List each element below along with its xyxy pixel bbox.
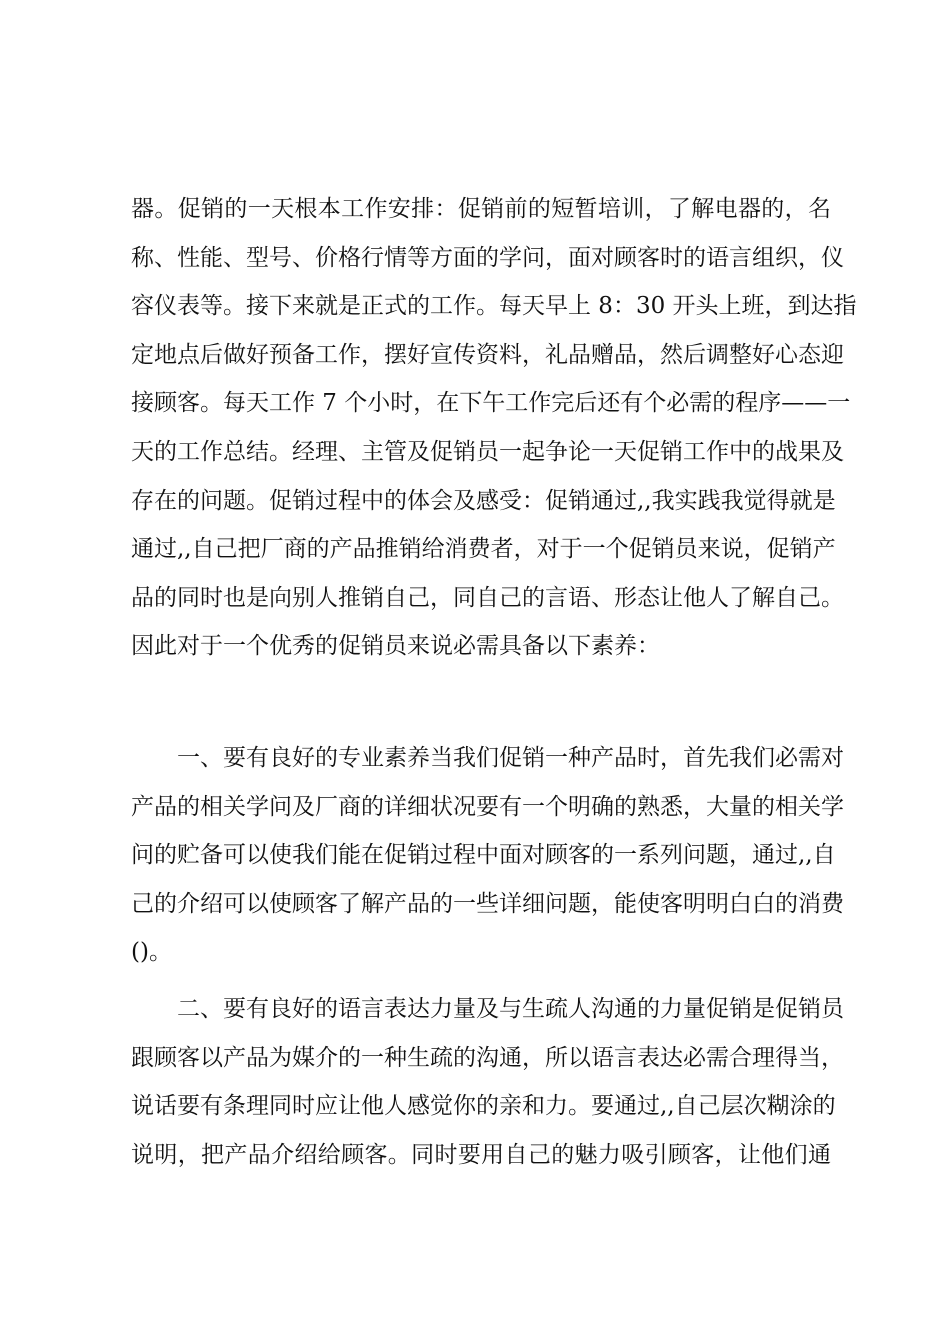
text-line: 存在的问题。促销过程中的体会及感受：促销通过,,我实践我觉得就是 bbox=[131, 487, 836, 514]
text-line: 一、要有良好的专业素养当我们促销一种产品时，首先我们必需对 bbox=[177, 745, 844, 771]
text-line: 问的贮备可以使我们能在促销过程中面对顾客的一系列问题，通过,,自 bbox=[131, 842, 836, 869]
text-line: 容仪表等。接下来就是正式的工作。每天早上 8：30 开头上班，到达指 bbox=[131, 293, 857, 320]
text-line: 说明，把产品介绍给顾客。同时要用自己的魅力吸引顾客，让他们通 bbox=[131, 1141, 831, 1168]
text-line: 接顾客。每天工作 7 个小时，在下午工作完后还有个必需的程序——一 bbox=[131, 390, 851, 417]
text-line: ()。 bbox=[131, 939, 172, 966]
text-line: 品的同时也是向别人推销自己，同自己的言语、形态让他人了解自己。 bbox=[131, 584, 844, 611]
text-line: 通过,,自己把厂商的产品推销给消费者，对于一个促销员来说，促销产 bbox=[131, 536, 836, 563]
text-line: 己的介绍可以使顾客了解产品的一些详细问题，能使客明明白白的消费 bbox=[131, 890, 844, 917]
paragraph-communication-skills bbox=[131, 985, 844, 1179]
text-line: 说话要有条理同时应让他人感觉你的亲和力。要通过,,自己层次糊涂的 bbox=[131, 1093, 836, 1120]
text-line: 因此对于一个优秀的促销员来说必需具备以下素养： bbox=[131, 633, 660, 660]
text-line: 产品的相关学问及厂商的详细状况要有一个明确的熟悉，大量的相关学 bbox=[131, 793, 844, 820]
text-line: 天的工作总结。经理、主管及促销员一起争论一天促销工作中的战果及 bbox=[131, 438, 844, 465]
text-line: 跟顾客以产品为媒介的一种生疏的沟通，所以语言表达必需合理得当， bbox=[131, 1044, 844, 1071]
text-line: 称、性能、型号、价格行情等方面的学问，面对顾客时的语言组织，仪 bbox=[131, 244, 844, 271]
text-line: 定地点后做好预备工作，摆好宣传资料，礼品赠品，然后调整好心态迎 bbox=[131, 341, 844, 368]
text-line: 器。促销的一天根本工作安排：促销前的短暂培训，了解电器的，名 bbox=[131, 196, 831, 222]
paragraph-work-arrangement bbox=[131, 185, 857, 671]
text-line: 二、要有良好的语言表达力量及与生疏人沟通的力量促销是促销员 bbox=[177, 996, 844, 1022]
paragraph-professional-quality bbox=[131, 734, 844, 977]
